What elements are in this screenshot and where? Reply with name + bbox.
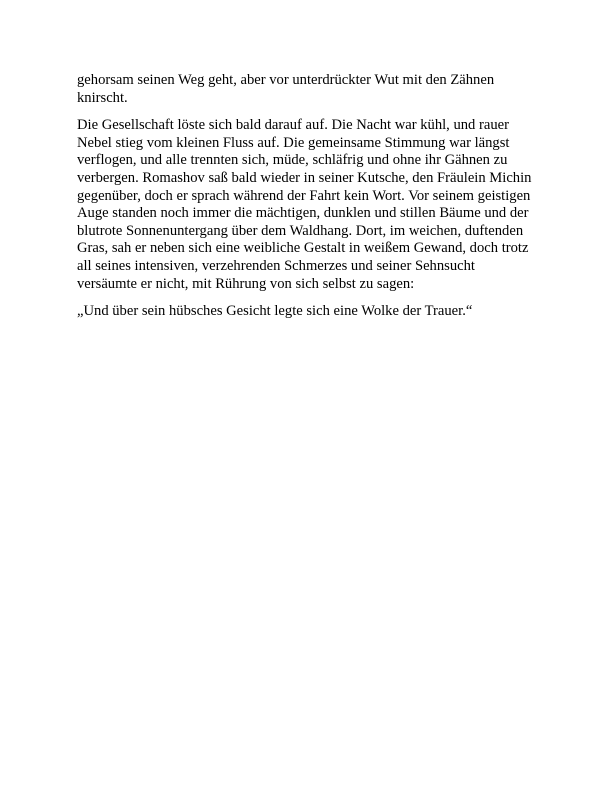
paragraph-3: „Und über sein hübsches Gesicht legte sich eine Wolke der Trauer.“: [77, 303, 473, 320]
document-page: [77, 72, 537, 331]
paragraph-1: gehorsam seinen Weg geht, aber vor unterdrückter Wut mit den Zähnen knirscht.: [77, 72, 495, 106]
paragraph-2: Die Gesellschaft löste sich bald darauf auf. Die Nacht war kühl, und rauer Nebel stieg vom kleinen Fluss auf. Die gemeinsame Stimmung war längst verflogen, und alle trennten sich, müde, schläfrig und ohne ihr Gähnen zu verbergen. Romashov saß bald wieder in seiner Kutsche, den Fräulein Michin gegenüber, doch er sprach während der Fahrt kein Wort. Vor seinem geistigen Auge standen noch immer die mächtigen, dunklen und stillen Bäume und der blutrote Sonnenuntergang über dem Waldhang. Dort, im weichen, duftenden Gras, sah er neben sich eine weibliche Gestalt in weißem Gewand, doch trotz all seines intensiven, verzehrenden Schmerzes und seiner Sehnsucht versäumte er nicht, mit Rührung von sich selbst zu sagen:: [77, 117, 532, 292]
